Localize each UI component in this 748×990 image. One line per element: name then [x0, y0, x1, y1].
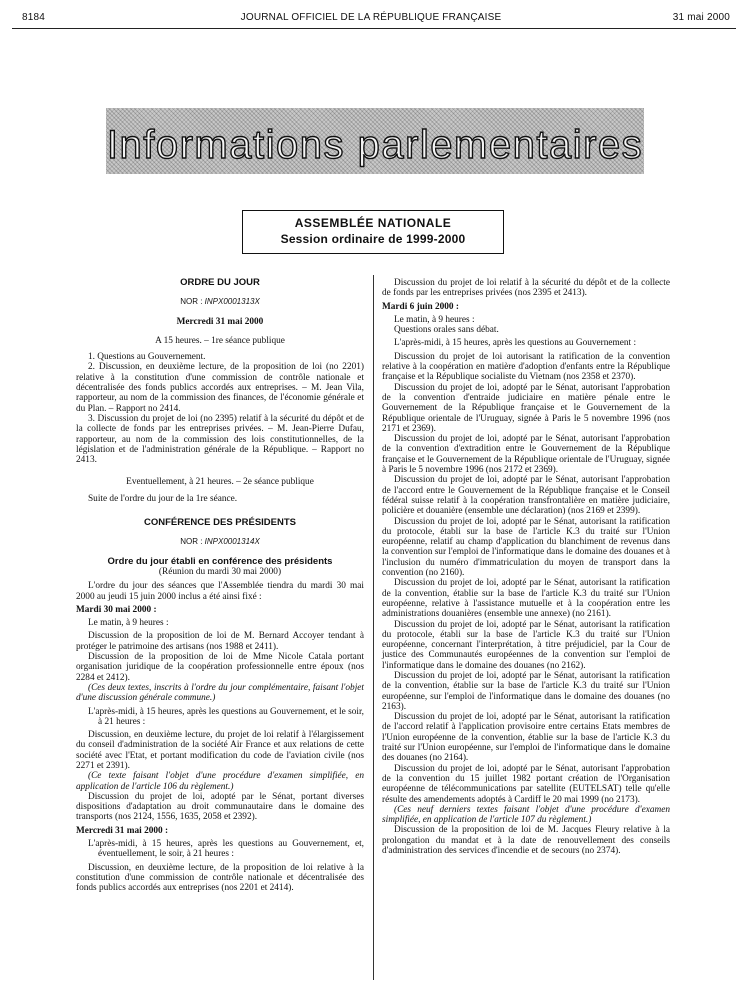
session-label: Session ordinaire de 1999-2000: [280, 232, 466, 246]
agenda-paragraph: Discussion de la proposition de loi de M. Jacques Fleury relative à la prolongation du mandat et à la date de renouvellement des conseils d'administration des services d'incendie et de secours (no 2374).: [382, 825, 670, 857]
nor-reference: [76, 297, 364, 307]
agenda-paragraph: Discussion du projet de loi, adopté par le Sénat, autorisant l'approbation de l'accord entre le Gouvernement de la République française et le Conseil fédéral suisse relatif à la coopération transfrontalière en matière judiciaire, policière et douanière (ensemble une déclaration) (nos 2169 et 2399).: [382, 475, 670, 517]
seance-label: Eventuellement, à 21 heures. – 2e séance publique: [126, 477, 314, 488]
agenda-paragraph: Discussion du projet de loi, adopté par le Sénat, autorisant la ratification du protocole, établi sur la base de l'article K.3 du traité sur l'Union européenne, relatif au champ d'application du blanchiment de revenus dans la convention sur l'emploi de l'informatique dans le domaine des douanes et à l'inclusion du numéro d'immatriculation du moyen de transport dans la convention (no 2160).: [382, 516, 670, 579]
header-rule: [12, 28, 736, 29]
agenda-note: (Ce texte faisant l'objet d'une procédure d'examen simplifiée, en application de l'article 106 du règlement.): [76, 771, 364, 792]
reunion-subtitle: (Réunion du mardi 30 mai 2000): [158, 566, 282, 577]
agenda-paragraph: Discussion du projet de loi, adopté par le Sénat, autorisant la ratification de l'accord relatif à l'application provisoire entre certains Etats membres de l'Union européenne de la convention, établie sur la base de l'article K.3 du traité sur l'Union européenne, sur l'emploi de l'informatique dans le domaine des douanes (no 2164).: [382, 712, 670, 764]
agenda-paragraph: Discussion du projet de loi, adopté par le Sénat, autorisant l'approbation de la convention d'extradition entre le Gouvernement de la République française et le Gouvernement de la République orientale de l'Uruguay, signée à Paris le 5 novembre 1996 (nos 2172 et 2369).: [382, 434, 670, 476]
intro-paragraph: L'ordre du jour des séances que l'Assemblée tiendra du mardi 30 mai 2000 au jeudi 15 juin 2000 inclus a été ainsi fixé :: [76, 581, 364, 602]
suite-text: Suite de l'ordre du jour de la 1re séance.: [88, 493, 238, 504]
agenda-item: 1. Questions au Gouvernement.: [88, 352, 206, 363]
agenda-note: (Ces deux textes, inscrits à l'ordre du jour complémentaire, faisant l'objet d'une discussion générale commune.): [76, 682, 364, 704]
agenda-paragraph: Discussion de la proposition de loi de Mme Nicole Catala portant organisation juridique de la coopération professionnelle entre époux (nos 2284 et 2412).: [76, 652, 364, 683]
nor-code: INPX0001313X: [204, 297, 260, 307]
agenda-paragraph: Discussion de la proposition de loi de M. Bernard Accoyer tendant à protéger le patrimoine des artisans (nos 1988 et 2411).: [76, 631, 364, 652]
ordre-etabli-heading: Ordre du jour établi en conférence des présidents: [107, 555, 333, 567]
time-heading: L'après-midi, à 15 heures, après les questions au Gouvernement :: [394, 338, 637, 349]
date-heading: Mercredi 31 mai 2000: [176, 316, 264, 327]
issue-date: 31 mai 2000: [672, 12, 730, 23]
journal-title: JOURNAL OFFICIEL DE LA RÉPUBLIQUE FRANÇAISE: [240, 12, 502, 23]
agenda-item: 3. Discussion du projet de loi (no 2395) relatif à la sécurité du dépôt et de la collecte de fonds par les entreprises privées. – M. Jean-Pierre Dufau, rapporteur, au nom de la commission des lois constitutionnelles, de la législation et de l'administration générale de la République. – Rapport no 2413.: [76, 413, 364, 466]
right-column: [382, 278, 670, 856]
date-heading: Mardi 30 mai 2000 :: [76, 604, 157, 615]
agenda-paragraph: Discussion du projet de loi, adopté par le Sénat, autorisant l'approbation de la convention du 15 juillet 1982 portant création de l'Organisation européenne de télécommunications par satellite (EUTELSAT) telle qu'elle résulte des amendements adoptés à Cardiff le 20 mai 1999 (no 2173).: [382, 763, 670, 805]
left-column: [76, 278, 364, 894]
assembly-box: [242, 210, 504, 254]
nor-code: INPX0001314X: [204, 537, 260, 547]
date-heading: Mardi 6 juin 2000 :: [382, 301, 459, 312]
agenda-paragraph: Discussion du projet de loi, adopté par le Sénat, portant diverses dispositions d'adaptation au droit communautaire dans le domaine des transports (nos 2124, 1556, 1635, 2058 et 2392).: [76, 791, 364, 823]
agenda-note: (Ces neuf derniers textes faisant l'objet d'une procédure d'examen simplifiée, en application de l'article 107 du règlement.): [382, 804, 670, 826]
time-heading: L'après-midi, à 15 heures, après les questions au Gouvernement, et le soir, à 21 heures :: [88, 706, 364, 727]
agenda-paragraph: Discussion du projet de loi relatif à la sécurité du dépôt et de la collecte de fonds par les entreprises privées (nos 2395 et 2413).: [382, 278, 670, 299]
nor-label: NOR :: [180, 537, 203, 547]
agenda-paragraph: Discussion du projet de loi, adopté par le Sénat, autorisant la ratification de la convention, établie sur la base de l'article K.3 du traité sur l'Union européenne, relative à l'assistance mutuelle et à la coopération entre les administrations douanières (ensemble une annexe) (no 2161).: [382, 578, 670, 620]
time-heading: Le matin, à 9 heures :: [88, 618, 169, 629]
nor-reference: [76, 537, 364, 547]
column-divider: [373, 275, 374, 980]
agenda-paragraph: Discussion, en deuxième lecture, de la proposition de loi relative à la constitution d'une commission de contrôle nationale et décentralisée des fonds publics accordés aux entreprises (nos 2201 et 2414).: [76, 862, 364, 894]
agenda-paragraph: Discussion du projet de loi autorisant la ratification de la convention relative à la coopération en matière d'adoption d'enfants entre la République française et la République socialiste du Vietnam (nos 2358 et 2370).: [382, 351, 670, 383]
conference-heading: CONFÉRENCE DES PRÉSIDENTS: [143, 517, 297, 529]
agenda-paragraph: Discussion du projet de loi, adopté par le Sénat, autorisant la ratification du protocole, établi sur la base de l'article K.3 du traité sur l'Union européenne, concernant l'interprétation, à titre préjudiciel, par la Cour de justice des Communautés européennes de la convention sur l'emploi de l'informatique dans le domaine des douanes (no 2162).: [382, 619, 670, 671]
agenda-item: 2. Discussion, en deuxième lecture, de la proposition de loi (no 2201) relative à la constitution d'une commission de contrôle nationale et décentralisée des fonds publics accordés aux entreprises. – M. Jean Vila, rapporteur, au nom de la commission des finances, de l'économie générale et du Plan. – Rapport no 2414.: [76, 362, 364, 414]
page-number: 8184: [22, 12, 46, 23]
seance-label: A 15 heures. – 1re séance publique: [155, 335, 285, 346]
nor-label: NOR :: [180, 297, 203, 307]
agenda-paragraph: Discussion du projet de loi, adopté par le Sénat, autorisant l'approbation de la convention d'entraide judiciaire en matière pénale entre le Gouvernement de la République française et le Gouvernement de la République orientale de l'Uruguay, signée à Paris le 5 novembre 1996 (nos 2171 et 2369).: [382, 382, 670, 434]
banner-title: Informations parlementaires: [106, 123, 644, 167]
time-heading: Le matin, à 9 heures :: [394, 314, 475, 325]
ordre-du-jour-heading: ORDRE DU JOUR: [180, 277, 260, 288]
assembly-name: ASSEMBLÉE NATIONALE: [294, 216, 452, 230]
agenda-paragraph: Questions orales sans débat.: [394, 325, 499, 336]
date-heading: Mercredi 31 mai 2000 :: [76, 825, 169, 836]
agenda-paragraph: Discussion, en deuxième lecture, du projet de loi relatif à l'élargissement du conseil d'administration de la société Air France et aux relations de cette société avec l'Etat, et portant modification du code de l'aviation civile (nos 2271 et 2391).: [76, 730, 364, 771]
agenda-paragraph: Discussion du projet de loi, adopté par le Sénat, autorisant la ratification de la convention, établie sur la base de l'article K.3 du traité sur l'Union européenne, sur l'emploi de l'informatique dans le domaine des douanes (no 2163).: [382, 670, 670, 712]
time-heading: L'après-midi, à 15 heures, après les questions au Gouvernement, et, éventuellement, le soir, à 21 heures :: [88, 839, 364, 860]
